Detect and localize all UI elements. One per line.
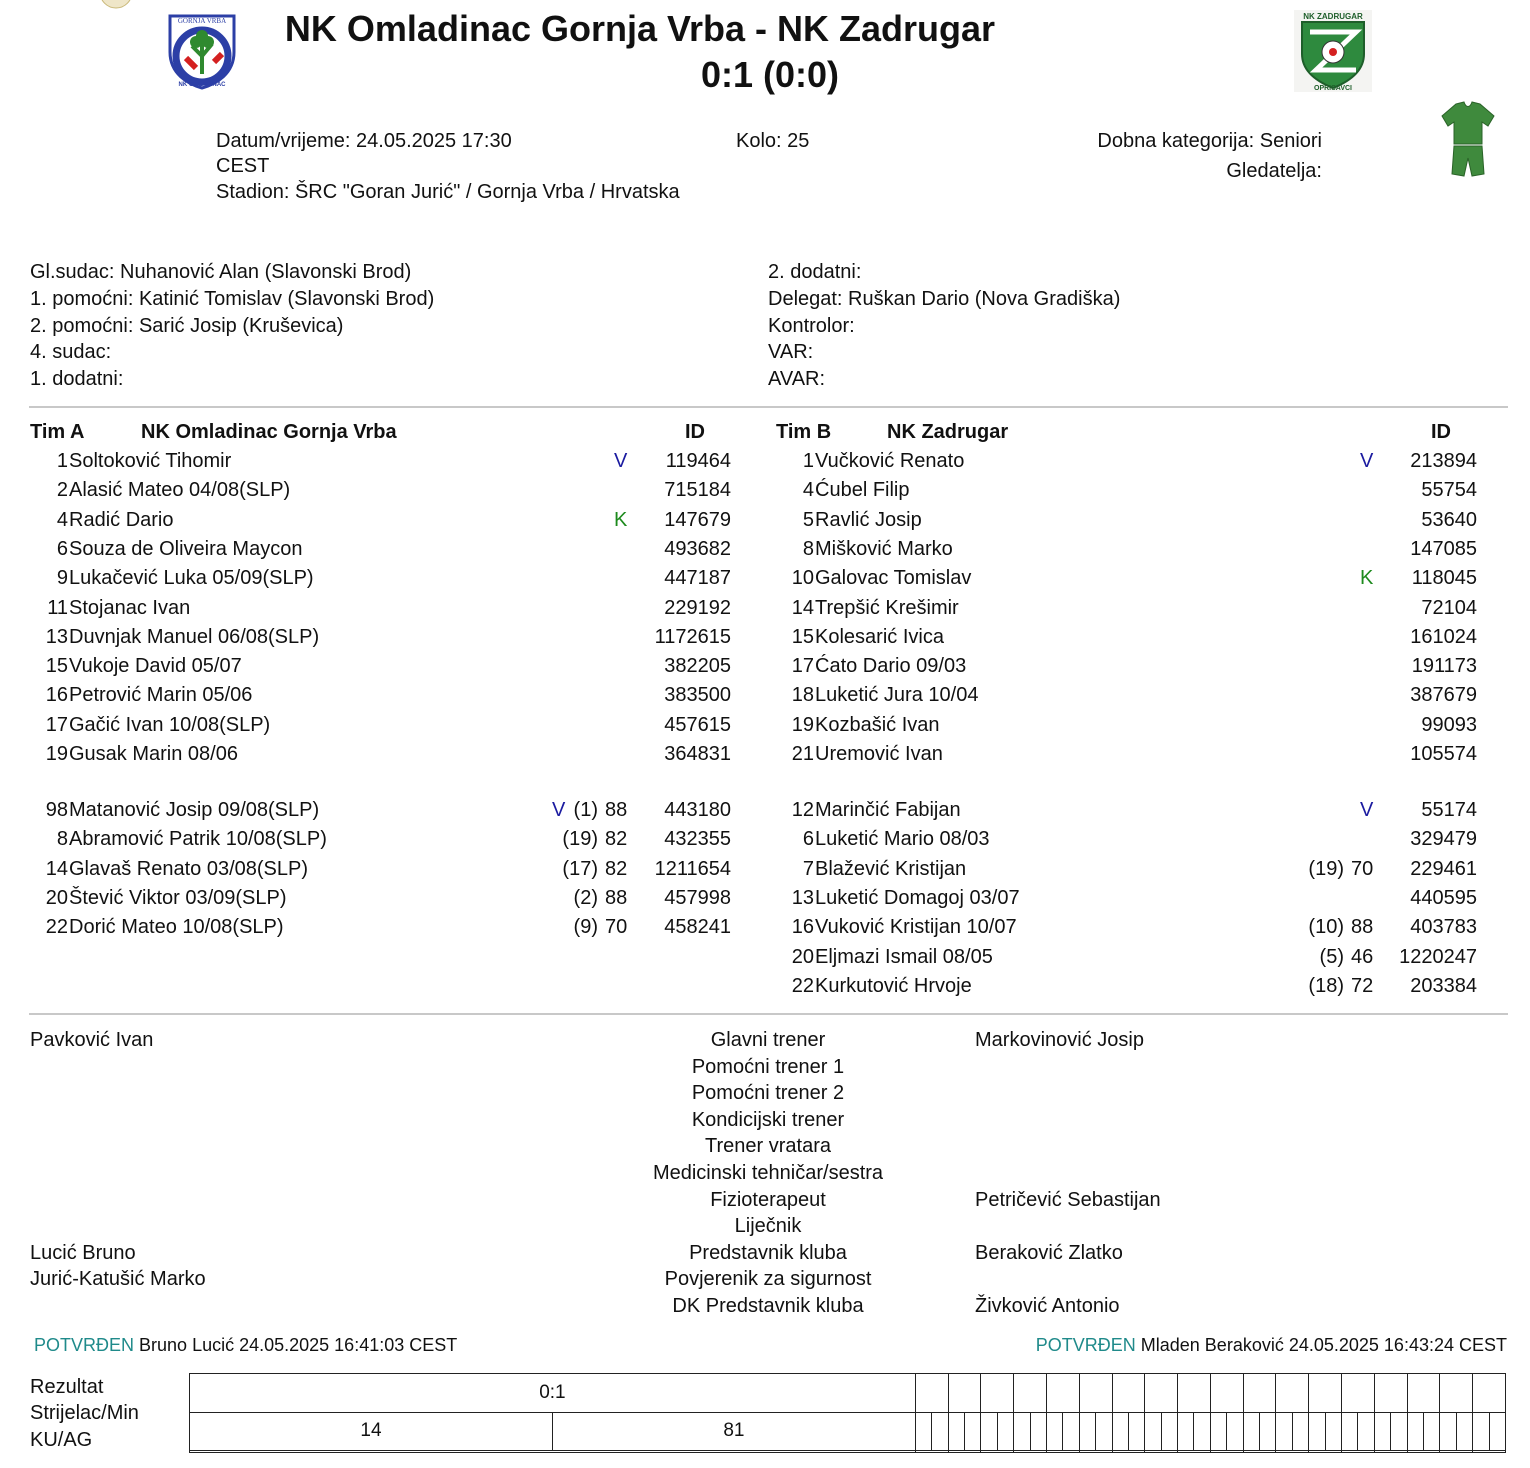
- player-name: Kolesarić Ivica: [815, 625, 944, 648]
- score-grid: [189, 1373, 1506, 1453]
- player-number: 4: [802, 479, 814, 502]
- official-left-line: 1. pomoćni: Katinić Tomislav (Slavonski Brod): [30, 287, 435, 310]
- player-name: Ravlić Josip: [815, 508, 922, 531]
- divider-top: [29, 406, 1508, 408]
- score-grid-cell: [1243, 1451, 1276, 1453]
- player-number: 6: [802, 828, 814, 851]
- score-grid-cell: 14: [190, 1412, 553, 1451]
- staff-role: Pomoćni trener 1: [691, 1055, 845, 1078]
- player-name: Luketić Domagoj 03/07: [815, 886, 1020, 909]
- score-grid-cell: [965, 1412, 981, 1451]
- player-number: 22: [791, 974, 814, 997]
- score-grid-cell: 81: [552, 1412, 915, 1451]
- official-left-line: 2. pomoćni: Sarić Josip (Kruševica): [30, 314, 344, 337]
- player-name: Abramović Patrik 10/08(SLP): [69, 828, 327, 851]
- player-name: Eljmazi Ismail 08/05: [815, 945, 993, 968]
- score-grid-cell: [1358, 1412, 1374, 1451]
- player-sub-minute: 70: [605, 916, 628, 939]
- player-id: 147085: [1410, 537, 1477, 560]
- player-id: 458241: [664, 916, 731, 939]
- spectators: Gledatelja:: [1226, 160, 1322, 182]
- player-name: Luketić Mario 08/03: [815, 828, 990, 851]
- staff-role: Povjerenik za sigurnost: [664, 1268, 872, 1291]
- score-grid-cell: [1292, 1412, 1308, 1451]
- score-grid-cell: [1178, 1412, 1194, 1451]
- player-id: 383500: [664, 684, 731, 707]
- home-confirm-text: Bruno Lucić 24.05.2025 16:41:03 CEST: [139, 1335, 458, 1355]
- staff-role: Fizioterapeut: [710, 1188, 826, 1211]
- team-a-name: NK Omladinac Gornja Vrba: [141, 421, 397, 443]
- home-confirm-status: POTVRĐEN: [34, 1335, 135, 1355]
- player-role-badge: V: [1360, 799, 1374, 821]
- player-sub-ref: (10): [1308, 916, 1344, 939]
- away-team-logo: [1294, 10, 1372, 92]
- player-name: Vuković Kristijan 10/07: [815, 916, 1017, 939]
- player-number: 15: [791, 625, 814, 648]
- score-grid-cell: [915, 1412, 931, 1451]
- score-grid-cell: [1473, 1451, 1506, 1453]
- staff-role: Predstavnik kluba: [689, 1241, 847, 1264]
- staff-role: Liječnik: [734, 1215, 802, 1238]
- player-number: 8: [802, 537, 814, 560]
- score-grid-cell: [1473, 1374, 1506, 1413]
- player-number: 2: [56, 479, 68, 502]
- score-grid-cell: [1407, 1374, 1440, 1413]
- player-id: 432355: [664, 828, 731, 851]
- player-number: 8: [56, 828, 68, 851]
- player-id: 403783: [1410, 916, 1477, 939]
- player-sub-minute: 72: [1351, 974, 1374, 997]
- player-number: 7: [802, 857, 814, 880]
- player-id: 1211654: [654, 857, 731, 880]
- age-category: Dobna kategorija: Seniori: [1097, 130, 1322, 152]
- match-timezone: CEST: [216, 155, 270, 177]
- player-id: 387679: [1410, 684, 1477, 707]
- player-sub-ref: (5): [1319, 945, 1344, 968]
- player-id: 1220247: [1399, 945, 1477, 968]
- player-id: 457615: [664, 713, 731, 736]
- player-number: 17: [45, 713, 68, 736]
- player-id: 191173: [1411, 655, 1477, 678]
- player-name: Radić Dario: [69, 508, 174, 531]
- player-number: 21: [791, 743, 814, 765]
- player-name: Ćato Dario 09/03: [815, 655, 967, 678]
- match-datetime: Datum/vrijeme: 24.05.2025 17:30: [216, 130, 512, 152]
- player-name: Gačić Ivan 10/08(SLP): [69, 713, 271, 736]
- team-b-id-header: ID: [1431, 421, 1451, 443]
- player-role-badge: V: [1360, 450, 1374, 472]
- top-corner-ornament: [96, 0, 136, 12]
- player-number: 1: [802, 450, 814, 472]
- player-id: 161024: [1410, 625, 1477, 648]
- player-id: 457998: [664, 886, 731, 909]
- score-grid-cell: [1145, 1451, 1178, 1453]
- player-name: Matanović Josip 09/08(SLP): [69, 799, 320, 821]
- staff-role: Trener vratara: [705, 1135, 831, 1158]
- score-grid-cell: [1374, 1451, 1407, 1453]
- score-grid-cell: [1030, 1412, 1046, 1451]
- player-id: 53640: [1421, 508, 1477, 531]
- score-grid-cell: [1374, 1412, 1390, 1451]
- score-grid-cell: [1243, 1374, 1276, 1413]
- score-grid-cell: [1145, 1374, 1178, 1413]
- player-number: 20: [45, 886, 68, 909]
- score-grid-cell: [1079, 1451, 1112, 1453]
- player-number: 6: [56, 537, 68, 560]
- player-name: Petrović Marin 05/06: [69, 684, 253, 707]
- player-number: 19: [45, 743, 68, 765]
- player-id: 203384: [1410, 974, 1477, 997]
- home-logo-ring-text: NK OMLADINAC: [178, 82, 226, 88]
- player-number: 20: [791, 945, 814, 968]
- score-grid-cell: [1161, 1412, 1177, 1451]
- player-name: Soltoković Tihomir: [69, 450, 232, 472]
- player-role-badge: V: [552, 799, 566, 821]
- player-sub-ref: (2): [573, 886, 598, 909]
- score-grid-cell: [1276, 1374, 1309, 1413]
- score-grid-cell: [1309, 1451, 1342, 1453]
- player-name: Kozbašić Ivan: [815, 713, 940, 736]
- match-stadium: Stadion: ŠRC "Goran Jurić" / Gornja Vrba / Hrvatska: [216, 181, 680, 203]
- player-id: 105574: [1410, 743, 1477, 765]
- score-grid-cell: [1210, 1374, 1243, 1413]
- divider-staff: [29, 1013, 1508, 1015]
- player-name: Lukačević Luka 05/09(SLP): [69, 567, 314, 590]
- player-number: 17: [791, 655, 814, 678]
- score-grid-cell: [1440, 1412, 1456, 1451]
- player-id: 329479: [1410, 828, 1477, 851]
- score-grid-cell: [1473, 1412, 1489, 1451]
- player-id: 72104: [1421, 596, 1477, 619]
- score-grid-cell: [1309, 1412, 1325, 1451]
- home-logo-top-text: GORNJA VRBA: [177, 17, 227, 25]
- score-grid-cell: [948, 1412, 964, 1451]
- player-sub-minute: 88: [605, 886, 628, 909]
- score-grid-cell: [1374, 1374, 1407, 1413]
- player-name: Ćubel Filip: [815, 479, 910, 502]
- player-sub-minute: 82: [605, 828, 628, 851]
- player-id: 443180: [664, 799, 731, 821]
- player-id: 1172615: [654, 625, 731, 648]
- score-grid-cell: [1407, 1451, 1440, 1453]
- player-number: 98: [45, 799, 68, 821]
- score-grid-cell: [1046, 1374, 1079, 1413]
- staff-role: Pomoćni trener 2: [691, 1082, 845, 1105]
- staff-away-name: Markovinović Josip: [975, 1029, 1144, 1051]
- player-name: Alasić Mateo 04/08(SLP): [69, 479, 291, 502]
- score-grid-row: [190, 1412, 1506, 1451]
- player-name: Mišković Marko: [815, 537, 953, 560]
- home-team-logo: [166, 12, 238, 90]
- player-sub-minute: 82: [605, 857, 628, 880]
- player-number: 15: [45, 655, 68, 678]
- player-id: 119464: [665, 450, 731, 472]
- score-grid-cell: [1325, 1412, 1341, 1451]
- score-grid-cell: [1342, 1451, 1375, 1453]
- score-grid-cell: [1145, 1412, 1161, 1451]
- score-grid-cell: [1342, 1374, 1375, 1413]
- score-grid-cell: [1014, 1374, 1047, 1413]
- official-right-line: Delegat: Ruškan Dario (Nova Gradiška): [768, 287, 1121, 310]
- score-grid-cell: [948, 1374, 981, 1413]
- player-sub-ref: (18): [1308, 974, 1344, 997]
- score-grid-cell: [948, 1451, 981, 1453]
- staff-role: Glavni trener: [710, 1029, 826, 1051]
- player-number: 18: [791, 684, 814, 707]
- score-grid-cell: [1276, 1451, 1309, 1453]
- away-confirm-text: Mladen Beraković 24.05.2025 16:43:24 CEST: [1140, 1335, 1507, 1355]
- team-a-label: Tim A: [30, 421, 85, 443]
- score-grid-cell: [1112, 1374, 1145, 1413]
- score-grid-cell: [1489, 1412, 1505, 1451]
- player-number: 11: [47, 596, 68, 619]
- score-grid-cell: [1112, 1451, 1145, 1453]
- player-name: Duvnjak Manuel 06/08(SLP): [69, 625, 320, 648]
- player-sub-ref: (9): [573, 916, 598, 939]
- player-name: Štević Viktor 03/09(SLP): [69, 886, 287, 909]
- player-id: 229192: [664, 596, 731, 619]
- score-grid-cell: [1178, 1374, 1211, 1413]
- staff-home-name: Jurić-Katušić Marko: [30, 1268, 206, 1291]
- away-logo-bottom-text: OPRISAVCI: [1314, 85, 1352, 92]
- score-grid-row: [190, 1451, 1506, 1453]
- player-number: 22: [45, 916, 68, 939]
- player-number: 5: [802, 508, 814, 531]
- player-id: 229461: [1410, 857, 1477, 880]
- player-number: 16: [45, 684, 68, 707]
- score-grid-row: [190, 1374, 1506, 1413]
- player-sub-ref: (19): [1308, 857, 1344, 880]
- player-number: 19: [791, 713, 814, 736]
- score-grid-cell: [1079, 1374, 1112, 1413]
- player-name: Dorić Mateo 10/08(SLP): [69, 916, 284, 939]
- player-name: Souza de Oliveira Maycon: [69, 537, 303, 560]
- score-grid-cell: [1440, 1451, 1473, 1453]
- match-round: Kolo: 25: [736, 130, 810, 152]
- score-grid-cell: [190, 1451, 916, 1453]
- player-id: 493682: [664, 537, 731, 560]
- score-grid-cell: [1243, 1412, 1259, 1451]
- player-number: 10: [791, 567, 814, 590]
- score-grid-cell: [1046, 1451, 1079, 1453]
- official-right-line: VAR:: [768, 341, 814, 364]
- player-id: 447187: [664, 567, 731, 590]
- team-b-label: Tim B: [776, 421, 832, 443]
- player-name: Gusak Marin 08/06: [69, 743, 238, 765]
- score-grid-cell: [1423, 1412, 1439, 1451]
- player-name: Glavaš Renato 03/08(SLP): [69, 857, 309, 880]
- player-role-badge: V: [614, 450, 628, 472]
- official-left-line: Gl.sudac: Nuhanović Alan (Slavonski Brod): [30, 261, 412, 283]
- official-right-line: AVAR:: [768, 368, 826, 391]
- away-logo-top-text: NK ZADRUGAR: [1303, 12, 1363, 21]
- score-grid-cell: [915, 1374, 948, 1413]
- player-id: 118045: [1411, 567, 1477, 590]
- official-right-line: Kontrolor:: [768, 314, 855, 337]
- player-sub-minute: 70: [1351, 857, 1374, 880]
- grid-label-ku-ag: KU/AG: [30, 1429, 93, 1451]
- player-sub-ref: (1): [573, 799, 598, 821]
- player-sub-minute: 88: [1351, 916, 1374, 939]
- score-grid-cell: [1227, 1412, 1243, 1451]
- player-name: Luketić Jura 10/04: [815, 684, 979, 707]
- score-grid-cell: [1440, 1374, 1473, 1413]
- player-role-badge: K: [1360, 567, 1374, 590]
- player-number: 14: [791, 596, 814, 619]
- match-title: NK Omladinac Gornja Vrba - NK Zadrugar: [284, 8, 996, 49]
- staff-role: Medicinski tehničar/sestra: [652, 1162, 884, 1184]
- player-name: Blažević Kristijan: [815, 857, 967, 880]
- player-name: Trepšić Krešimir: [815, 596, 959, 619]
- player-name: Vučković Renato: [815, 450, 965, 472]
- player-id: 99093: [1421, 713, 1477, 736]
- score-grid-cell: [1194, 1412, 1210, 1451]
- player-number: 16: [791, 916, 814, 939]
- staff-role: Kondicijski trener: [691, 1108, 845, 1131]
- player-sub-minute: 88: [605, 799, 628, 821]
- player-id: 382205: [664, 655, 731, 678]
- player-name: Kurkutović Hrvoje: [815, 974, 972, 997]
- away-confirmation: [900, 1335, 1507, 1356]
- score-grid-cell: [1260, 1412, 1276, 1451]
- score-grid-cell: [1014, 1412, 1030, 1451]
- player-name: Marinčić Fabijan: [815, 799, 961, 821]
- score-grid-cell: [1210, 1451, 1243, 1453]
- score-grid-cell: [1210, 1412, 1226, 1451]
- player-number: 1: [56, 450, 68, 472]
- player-id: 440595: [1410, 886, 1477, 909]
- match-score: 0:1 (0:0): [700, 54, 840, 95]
- player-number: 13: [791, 886, 814, 909]
- home-confirmation: [34, 1335, 457, 1356]
- score-grid-cell: [981, 1451, 1014, 1453]
- away-kit-icon: [1440, 100, 1496, 184]
- staff-role: DK Predstavnik kluba: [672, 1295, 864, 1317]
- score-grid-cell: [1276, 1412, 1292, 1451]
- team-b-name: NK Zadrugar: [887, 421, 1009, 443]
- score-grid-cell: [1178, 1451, 1211, 1453]
- player-id: 213894: [1410, 450, 1477, 472]
- grid-label-result: Rezultat: [30, 1376, 104, 1398]
- score-grid-cell: [932, 1412, 948, 1451]
- player-sub-ref: (17): [562, 857, 598, 880]
- player-id: 55174: [1421, 799, 1477, 821]
- score-grid-cell: [1112, 1412, 1128, 1451]
- player-name: Galovac Tomislav: [815, 567, 972, 590]
- score-grid-cell: [1014, 1451, 1047, 1453]
- player-name: Stojanac Ivan: [69, 596, 191, 619]
- player-number: 13: [45, 625, 68, 648]
- player-id: 715184: [664, 479, 731, 502]
- player-id: 147679: [664, 508, 731, 531]
- staff-away-name: Beraković Zlatko: [975, 1241, 1123, 1264]
- player-sub-minute: 46: [1351, 945, 1374, 968]
- player-id: 55754: [1421, 479, 1477, 502]
- score-grid-cell: [1309, 1374, 1342, 1413]
- official-left-line: 4. sudac:: [30, 341, 112, 364]
- team-a-id-header: ID: [685, 421, 705, 443]
- player-number: 9: [56, 567, 68, 590]
- player-number: 12: [791, 799, 814, 821]
- grid-label-scorer: Strijelac/Min: [30, 1402, 139, 1424]
- score-grid-cell: 0:1: [190, 1374, 916, 1413]
- staff-away-name: Živković Antonio: [975, 1295, 1120, 1317]
- score-grid-cell: [1063, 1412, 1079, 1451]
- score-grid-cell: [1456, 1412, 1472, 1451]
- player-role-badge: K: [614, 508, 628, 531]
- away-confirm-status: POTVRĐEN: [1035, 1335, 1136, 1355]
- player-name: Uremović Ivan: [815, 743, 943, 765]
- score-grid-cell: [1391, 1412, 1407, 1451]
- score-grid-cell: [1079, 1412, 1095, 1451]
- score-grid-cell: [1046, 1412, 1062, 1451]
- score-grid-cell: [997, 1412, 1013, 1451]
- player-name: Vukoje David 05/07: [69, 655, 242, 678]
- official-left-line: 1. dodatni:: [30, 368, 124, 391]
- score-grid-cell: [981, 1374, 1014, 1413]
- staff-away-name: Petričević Sebastijan: [975, 1188, 1161, 1211]
- player-sub-ref: (19): [562, 828, 598, 851]
- player-id: 364831: [664, 743, 731, 765]
- score-grid-cell: [1096, 1412, 1112, 1451]
- score-grid-cell: [981, 1412, 997, 1451]
- score-grid-cell: [1128, 1412, 1144, 1451]
- player-number: 14: [45, 857, 68, 880]
- staff-home-name: Lucić Bruno: [30, 1241, 136, 1264]
- score-grid-cell: [1342, 1412, 1358, 1451]
- score-grid-cell: [915, 1451, 948, 1453]
- official-right-line: 2. dodatni:: [768, 261, 862, 283]
- player-number: 4: [56, 508, 68, 531]
- staff-home-name: Pavković Ivan: [30, 1029, 154, 1051]
- score-grid-cell: [1407, 1412, 1423, 1451]
